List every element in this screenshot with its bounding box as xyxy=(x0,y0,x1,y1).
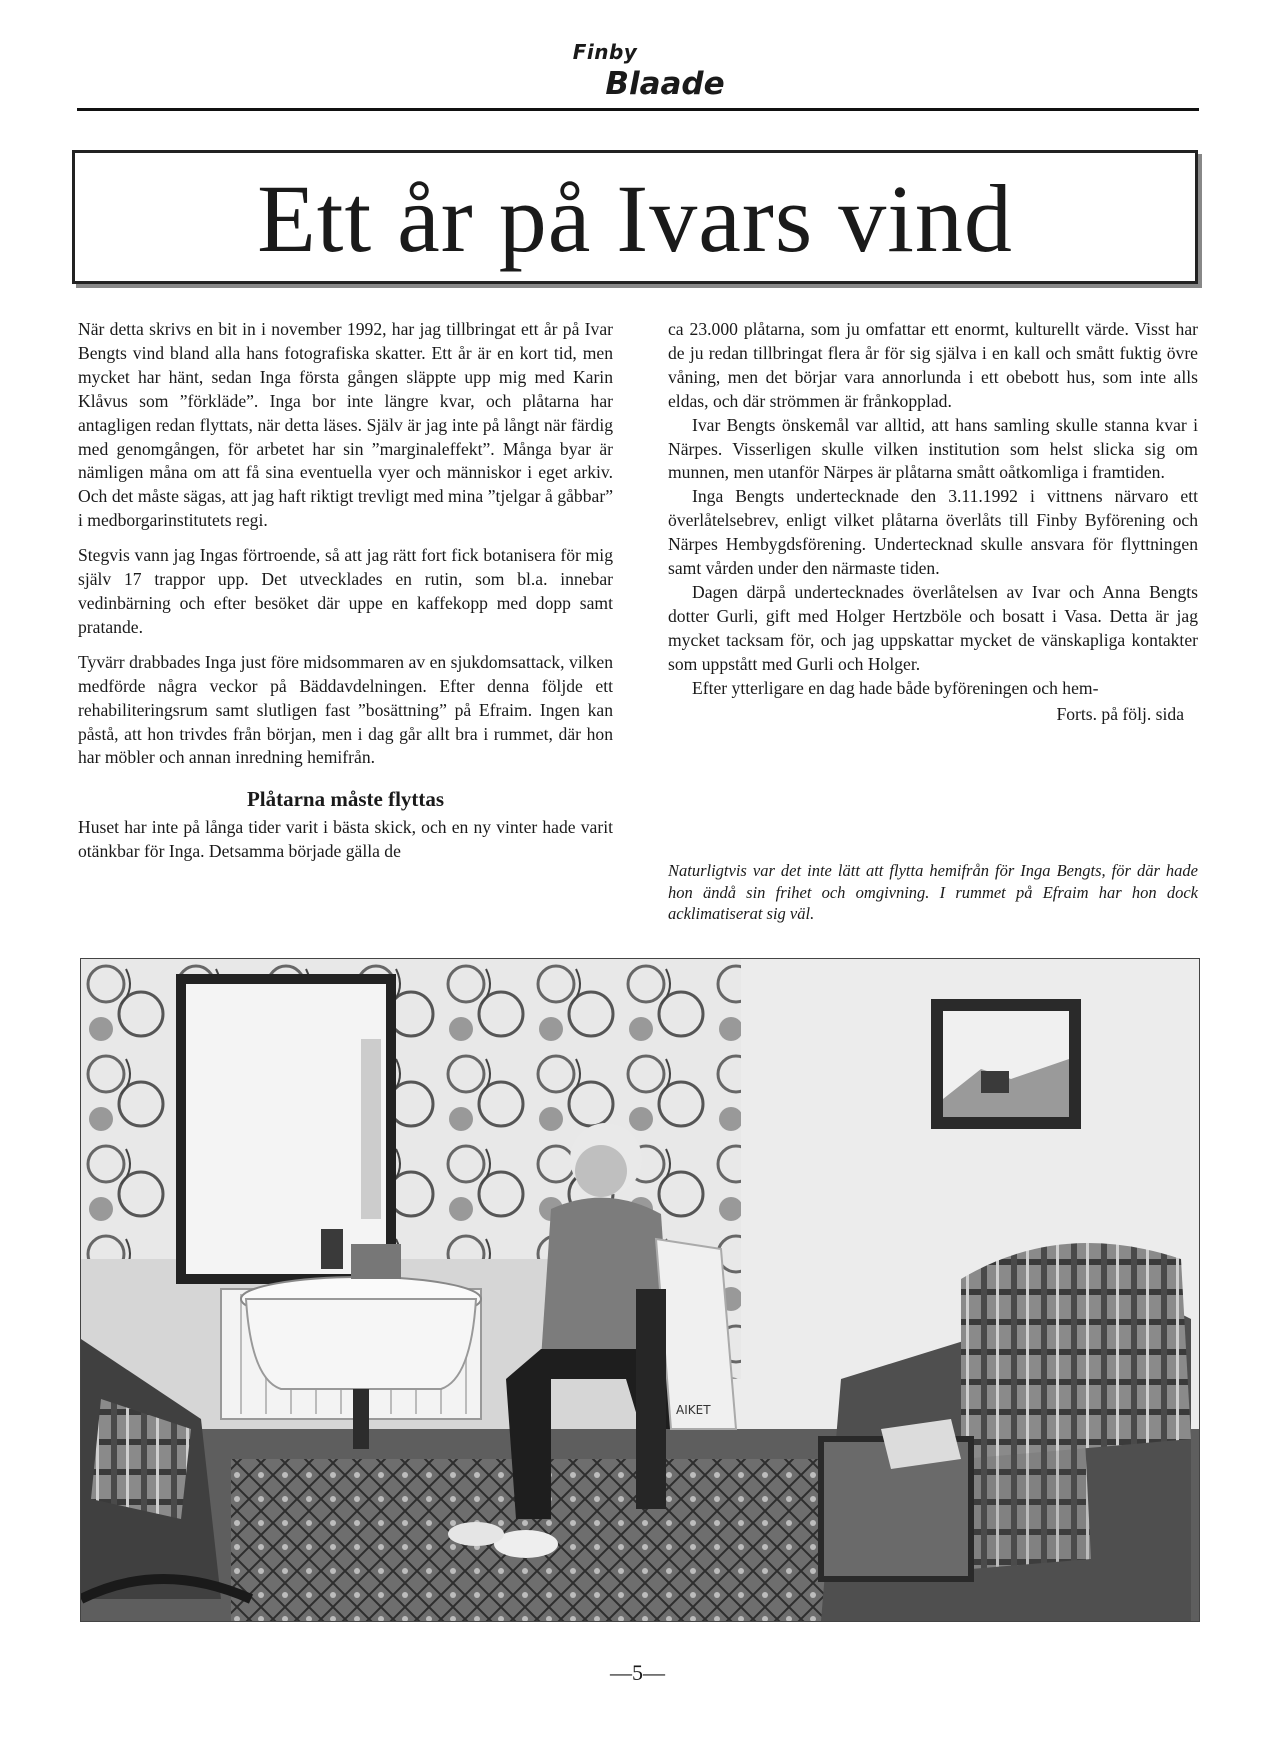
right-paragraph-3: Inga Bengts undertecknade den 3.11.1992 i vittnens närvaro ett överlåtelsebrev, enligt vilket plåtarna överlåts till Finby Byförening och Närpes Hembygdsförening. Undertecknad skulle ansvara för flyttningen samt vården under den närmaste tiden. xyxy=(668,486,1198,579)
room-photo-illustration xyxy=(81,959,1199,1621)
masthead-finby: Finby xyxy=(572,40,638,64)
right-column xyxy=(668,318,1198,726)
right-paragraph-2: Ivar Bengts önskemål var alltid, att hans samling skulle stanna kvar i Närpes. Visserligen skulle vilken institution som helst slicka sig om munnen, men utanför Närpes är plåtarna smått oåtkomliga i framtiden. xyxy=(668,414,1198,483)
article-title: Ett år på Ivars vind xyxy=(257,165,1013,272)
photo-caption: Naturligtvis var det inte lätt att flytta hemifrån för Inga Bengts, för där hade hon ändå sin frihet och omgivning. I rummet på Efraim har hon dock acklimatiserat sig väl. xyxy=(668,861,1198,923)
title-box xyxy=(72,150,1198,284)
right-paragraph-5: Efter ytterligare en dag hade både byföreningen och hem- xyxy=(692,677,1099,698)
left-column xyxy=(78,318,613,864)
right-paragraph-4: Dagen därpå undertecknades överlåtelsen av Ivar och Anna Bengts dotter Gurli, gift med Holger Hertzböle och bosatt i Vasa. Detta är jag mycket tacksam för, och jag uppskattar mycket de vänskapliga kontakter som uppstått med Gurli och Holger. xyxy=(668,581,1198,674)
masthead-blaade: Blaade xyxy=(605,66,725,102)
left-paragraph-3: Tyvärr drabbades Inga just före midsommaren av en sjukdomsattack, vilken medförde några veckor på Bäddavdelningen. Efter denna följde ett rehabiliteringsrum samt slutligen fast ”bosättning” på Efraim. Ingen kan påstå, att hon trivdes från början, men i dag går allt bra i rummet, där hon har möbler och annan inredning hemifrån. xyxy=(78,651,613,768)
left-paragraph-4: Huset har inte på långa tider varit i bästa skick, och en ny vinter hade varit otänkbar för Inga. Detsamma började gälla de xyxy=(78,817,613,862)
section-subheading: Plåtarna måste flyttas xyxy=(246,787,445,812)
article-photo xyxy=(80,958,1200,1622)
left-paragraph-2: Stegvis vann jag Ingas förtroende, så att jag rätt fort fick botanisera för mig själv 17 trappor upp. Det utvecklades en rutin, som bl.a. innebar vedinbärning och efter besöket där uppe en kaffekopp med dopp samt pratande. xyxy=(78,545,613,637)
bag-text: AIKET xyxy=(676,1403,711,1417)
right-paragraph-1: ca 23.000 plåtarna, som ju omfattar ett enormt, kulturellt värde. Visst har de ju redan tillbringat flera år för sig själva i en kall och smått fuktig övre våning, men det börjar vara annorlunda i ett obebott hus, som inte alls eldas, och där strömmen är frånkopplad. xyxy=(668,319,1198,411)
left-paragraph-1: När detta skrivs en bit in i november 1992, har jag tillbringat ett år på Ivar Bengts vind bland alla hans fotografiska skatter. Ett år är en kort tid, men mycket har hänt, sedan Inga första gången släppte upp mig med Karin Klåvus som ”förkläde”. Inga bor inte längre kvar, och plåtarna har antagligen redan flyttats, när detta läses. Själv är jag inte på långt när färdig med genomgången, för arbetet har sin ”marginaleffekt”. Många byar är nämligen måna om att få sina eventuella vyer och människor i eget arkiv. Och det måste sägas, att jag haft riktigt trevligt med mina ”tjelgar å gåbbar” i medborgarinstitutets regi. xyxy=(78,319,613,531)
masthead-rule xyxy=(77,108,1199,111)
continued-note: Forts. på följ. sida xyxy=(1056,703,1184,724)
page-number: —5— xyxy=(610,1660,665,1685)
